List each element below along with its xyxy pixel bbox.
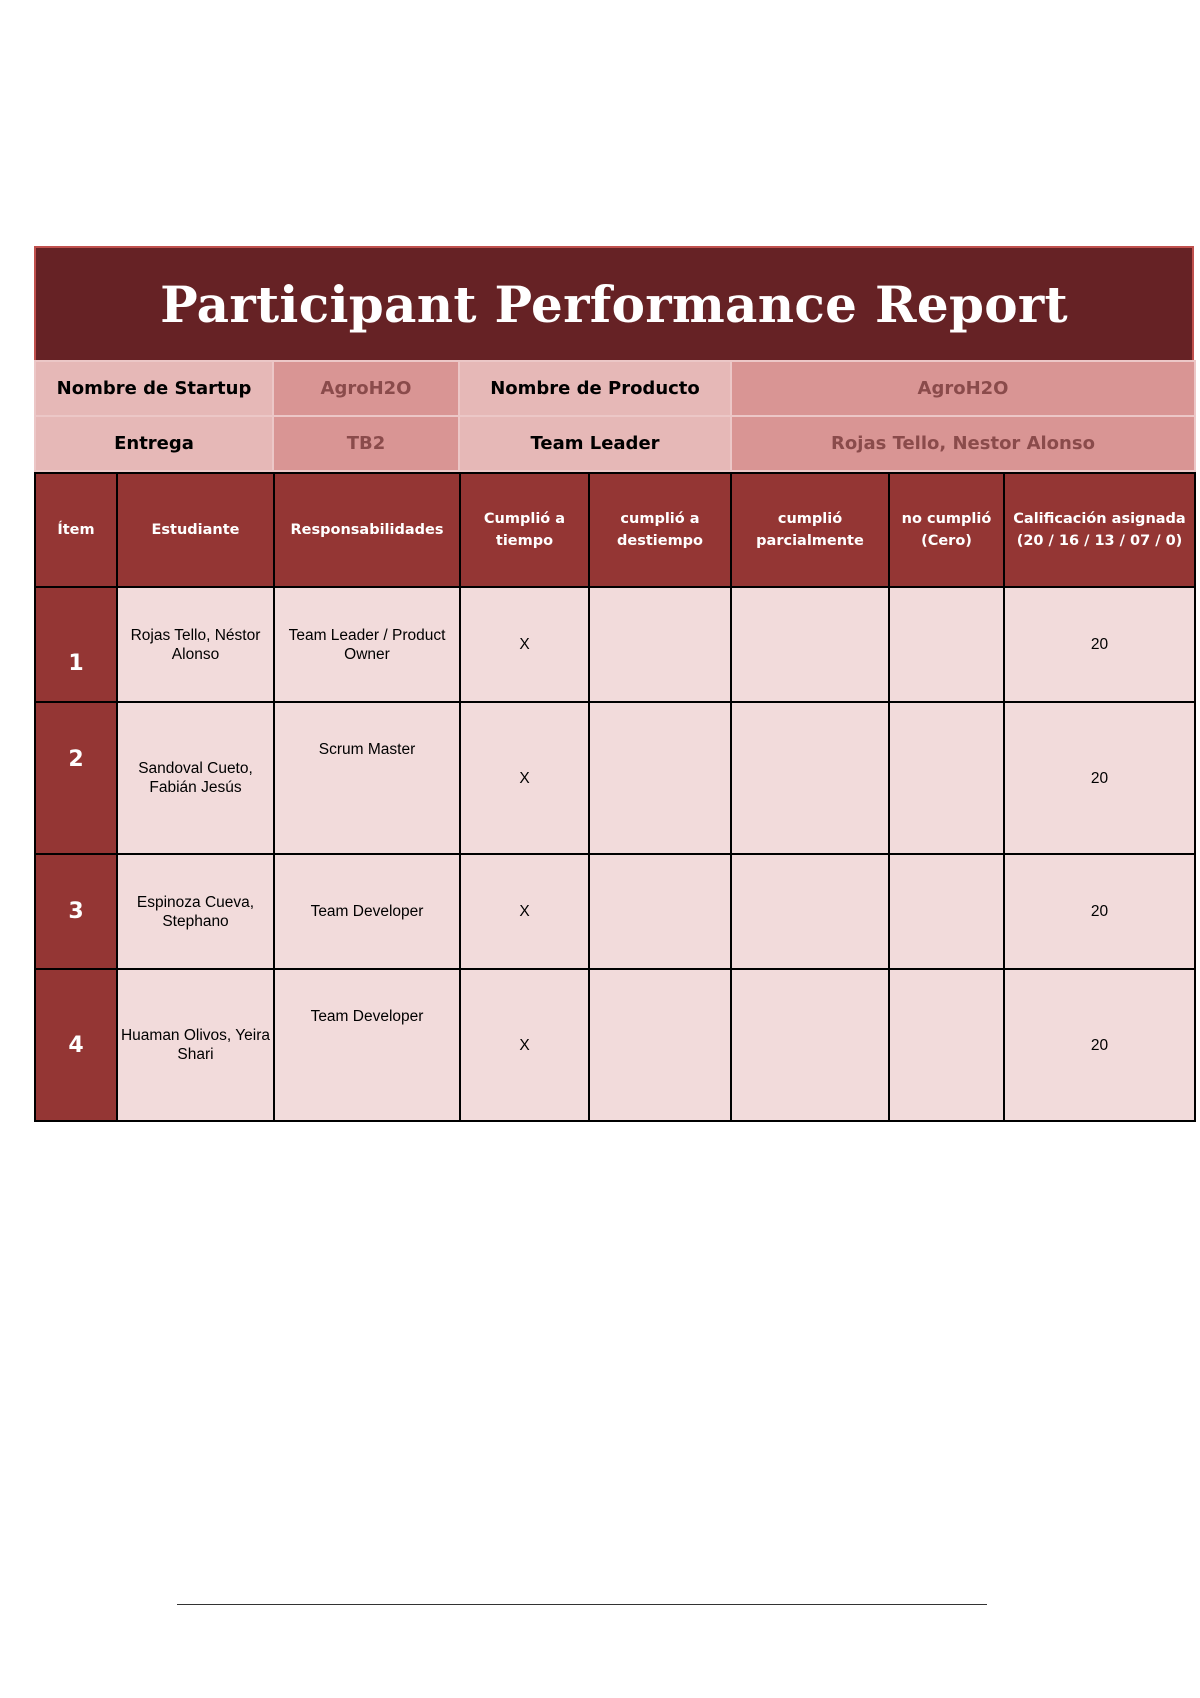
row-late [589, 854, 731, 969]
header-late: cumplió a destiempo [589, 473, 731, 587]
row-role: Team Developer [274, 969, 460, 1121]
row-item-number: 3 [68, 899, 84, 924]
startup-label: Nombre de Startup [35, 361, 273, 416]
leader-value: Rojas Tello, Nestor Alonso [731, 416, 1195, 471]
row-partial [731, 969, 889, 1121]
row-grade: 20 [1004, 587, 1195, 702]
row-student: Huaman Olivos, Yeira Shari [117, 969, 274, 1121]
product-value: AgroH2O [731, 361, 1195, 416]
row-on-time: X [460, 702, 589, 854]
header-responsibilities: Responsabilidades [274, 473, 460, 587]
header-on-time: Cumplió a tiempo [460, 473, 589, 587]
row-not-met [889, 969, 1004, 1121]
evaluation-table [34, 472, 1196, 1122]
product-label: Nombre de Producto [459, 361, 731, 416]
row-not-met [889, 854, 1004, 969]
row-student: Espinoza Cueva, Stephano [117, 854, 274, 969]
row-role: Scrum Master [274, 702, 460, 854]
header-not-met: no cumplió (Cero) [889, 473, 1004, 587]
header-partial: cumplió parcialmente [731, 473, 889, 587]
performance-report [34, 246, 1194, 1122]
row-item-number: 2 [68, 746, 84, 772]
row-item [35, 702, 117, 854]
table-row [35, 969, 1195, 1121]
title-bar [34, 246, 1194, 360]
row-partial [731, 702, 889, 854]
row-on-time: X [460, 587, 589, 702]
row-grade: 20 [1004, 854, 1195, 969]
report-title: Participant Performance Report [160, 274, 1068, 334]
table-row [35, 587, 1195, 702]
row-not-met [889, 702, 1004, 854]
info-row-delivery [35, 416, 1195, 471]
header-item: Ítem [35, 473, 117, 587]
row-item [35, 969, 117, 1121]
footer-rule [177, 1604, 987, 1605]
row-item [35, 587, 117, 702]
row-partial [731, 587, 889, 702]
row-late [589, 587, 731, 702]
row-role: Team Developer [274, 854, 460, 969]
row-on-time: X [460, 969, 589, 1121]
row-item-number: 1 [68, 651, 84, 676]
table-row [35, 702, 1195, 854]
table-header-row [35, 473, 1195, 587]
row-late [589, 969, 731, 1121]
delivery-label: Entrega [35, 416, 273, 471]
info-row-startup [35, 361, 1195, 416]
row-student: Sandoval Cueto, Fabián Jesús [117, 702, 274, 854]
info-table [34, 360, 1196, 472]
row-item-number: 4 [68, 1032, 84, 1058]
startup-value: AgroH2O [273, 361, 459, 416]
row-not-met [889, 587, 1004, 702]
row-on-time: X [460, 854, 589, 969]
header-student: Estudiante [117, 473, 274, 587]
row-role: Team Leader / Product Owner [274, 587, 460, 702]
table-row [35, 854, 1195, 969]
delivery-value: TB2 [273, 416, 459, 471]
header-grade: Calificación asignada (20 / 16 / 13 / 07 / 0) [1004, 473, 1195, 587]
row-late [589, 702, 731, 854]
row-student: Rojas Tello, Néstor Alonso [117, 587, 274, 702]
leader-label: Team Leader [459, 416, 731, 471]
row-grade: 20 [1004, 702, 1195, 854]
row-grade: 20 [1004, 969, 1195, 1121]
row-partial [731, 854, 889, 969]
row-item [35, 854, 117, 969]
